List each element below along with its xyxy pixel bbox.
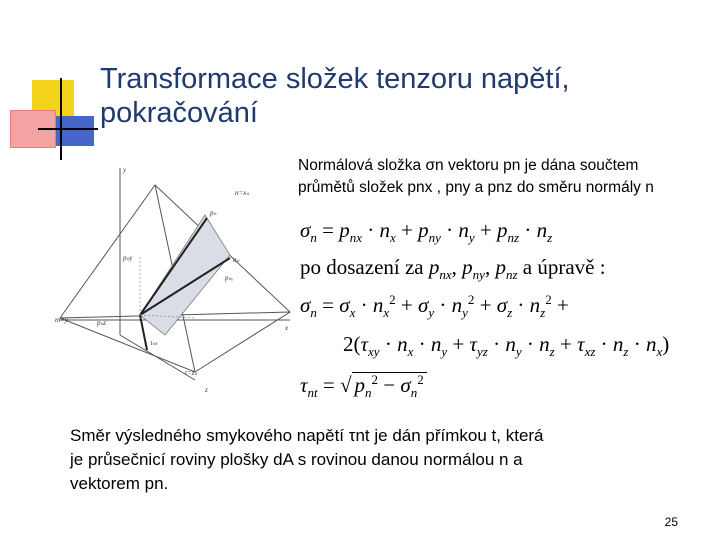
title-line-2: pokračování (100, 97, 258, 129)
svg-text:z: z (205, 386, 208, 394)
conclusion-line-2: je průsečnicí roviny plošky dA s rovinou danou normálou n a (70, 450, 523, 469)
equation-tau-nt: $\tau_{nt}$ = √ $p_n^2 - \sigma_n^2$ (300, 372, 427, 401)
svg-text:n=xₙ: n=xₙ (235, 189, 250, 197)
page-number: 25 (664, 515, 678, 529)
svg-text:σₙ: σₙ (233, 256, 240, 264)
page-title (100, 62, 700, 130)
svg-text:τₙₜ: τₙₜ (150, 339, 158, 347)
svg-text:pₙz: pₙz (97, 319, 107, 327)
equation-sigma-n-projection: $\sigma_n = p_{nx} \cdot n_x + p_{ny} \cdot n_y + p_{nz} \cdot n_z$ (300, 218, 553, 246)
deco-horizontal-line (38, 128, 98, 130)
svg-text:y: y (123, 166, 127, 174)
plane-dA (140, 215, 230, 335)
deco-vertical-line (60, 78, 62, 160)
intro-text (298, 155, 713, 199)
svg-text:pₙ: pₙ (210, 209, 217, 217)
conclusion-line-1: Směr výsledného smykového napětí τnt je dán přímkou t, která (70, 426, 544, 445)
intro-line-1: Normálová složka σn vektoru pn je dána součtem (298, 157, 639, 174)
svg-text:pₙₓ: pₙₓ (225, 274, 234, 282)
equation-shear-terms: $2(\tau_{xy} \cdot n_x \cdot n_y + \tau_{yz} \cdot n_y \cdot n_z + \tau_{xz} \cdot n_z \cdot n_x)$ (343, 332, 670, 360)
tetrahedron-diagram (55, 160, 300, 410)
title-line-1: Transformace složek tenzoru napětí, (100, 63, 570, 95)
conclusion-text (70, 424, 670, 496)
svg-text:x: x (285, 324, 289, 332)
svg-text:m=y: m=y (55, 316, 68, 324)
equation-sigma-n-expanded: $\sigma_n = \sigma_x \cdot n_x^2 + \sigma_y \cdot n_y^2 + \sigma_z \cdot n_z^2$ + (300, 292, 569, 321)
svg-text:pₙy: pₙy (123, 254, 133, 262)
conclusion-line-3: vektorem pn. (70, 474, 169, 493)
equation-substitution-text: po dosazení za $p_{nx}$, $p_{ny}$, $p_{nz}$ a úpravě : (300, 255, 606, 283)
svg-text:t=zₙ: t=zₙ (185, 369, 198, 377)
intro-line-2: průmětů složek pnx , pny a pnz do směru normály n (298, 179, 654, 196)
